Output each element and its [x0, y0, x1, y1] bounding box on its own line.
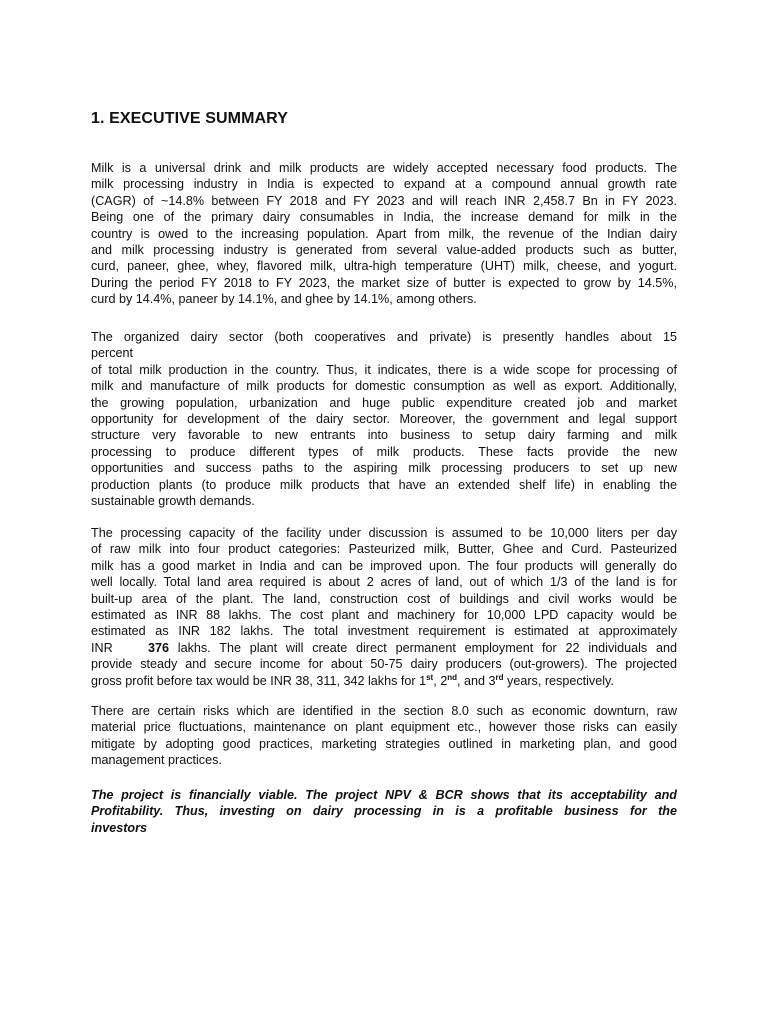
text-line: The project is financially viable. The project NPV & BCR shows that its acceptability and	[91, 788, 677, 802]
text-line: Milk is a universal drink and milk products are widely accepted necessary food products. The	[91, 161, 677, 175]
ordinal-sup: st	[426, 672, 434, 682]
text-line: curd, paneer, ghee, whey, flavored milk, ultra-high temperature (UHT) milk, cheese, and yogurt.	[91, 259, 677, 274]
investment-rest: lakhs. The plant will create direct permanent employment for 22 individuals and	[168, 640, 677, 655]
paragraph-processing-capacity	[91, 525, 677, 689]
text-line: processing to produce different types of milk products. These facts provide the new	[91, 444, 677, 459]
paragraph-organized-sector	[91, 329, 677, 509]
paragraph-conclusion	[91, 787, 677, 836]
profit-text-4: years, respectively.	[503, 673, 614, 688]
text-line: investors	[91, 820, 147, 835]
text-line-investment	[91, 640, 677, 656]
text-line: and milk processing industry is generated from several value-added products such as butter,	[91, 243, 677, 258]
text-line: milk processing industry in India is expected to expand at a compound annual growth rate	[91, 177, 677, 192]
inr-prefix: INR	[91, 640, 113, 655]
text-line: Profitability. Thus, investing on dairy processing in is a profitable business for the	[91, 804, 677, 819]
text-line: curd by 14.4%, paneer by 14.1%, and ghee by 14.1%, among others.	[91, 292, 477, 307]
text-line: opportunity for development of the dairy sector. Moreover, the government and legal support	[91, 412, 677, 427]
paragraph-risks	[91, 703, 677, 769]
text-line: mitigate by adopting good practices, marketing strategies outlined in marketing plan, and good	[91, 736, 677, 751]
text-line: milk has a good market in India and can be improved upon. The four products will generally do	[91, 558, 677, 573]
text-line: material price fluctuations, maintenance on plant equipment etc., however those risks can easily	[91, 720, 677, 735]
text-line: estimated as INR 88 lakhs. The cost plant and machinery for 10,000 LPD capacity would be	[91, 608, 677, 623]
text-line: opportunities and success paths to the aspiring milk processing producers to set up new	[91, 461, 677, 476]
text-line: production plants (to produce milk products that have an extended shelf life) in enabling the	[91, 477, 677, 492]
ordinal-sup: nd	[447, 672, 458, 682]
text-line: provide steady and secure income for about 50-75 dairy producers (out-growers). The projected	[91, 657, 677, 672]
text-line: structure very favorable to new entrants into business to setup dairy farming and milk	[91, 428, 677, 443]
text-line: milk and manufacture of milk products for domestic consumption as well as export. Additionally,	[91, 379, 677, 394]
text-line: sustainable growth demands.	[91, 494, 255, 509]
profit-text-2: , 2	[433, 673, 448, 688]
text-line: management practices.	[91, 753, 222, 768]
ordinal-sup: rd	[495, 672, 504, 682]
text-line: well locally. Total land area required is about 2 acres of land, out of which 1/3 of the land is for	[91, 575, 677, 590]
profit-text-1: gross profit before tax would be INR 38, 311, 342 lakhs for 1	[91, 673, 427, 688]
text-line: There are certain risks which are identified in the section 8.0 such as economic downturn, raw	[91, 704, 677, 718]
text-line: The processing capacity of the facility under discussion is assumed to be 10,000 liters per day	[91, 526, 677, 540]
text-line: of raw milk into four product categories: Pasteurized milk, Butter, Ghee and Curd. Pasteurized	[91, 542, 677, 557]
text-line: of total milk production in the country. Thus, it indicates, there is a wide scope for processing of	[91, 362, 677, 377]
text-line: (CAGR) of ~14.8% between FY 2018 and FY 2023 and will reach INR 2,458.7 Bn in FY 2023.	[91, 193, 677, 208]
text-line: built-up area of the plant. The land, construction cost of buildings and civil works would be	[91, 591, 677, 606]
text-line: Being one of the primary dairy consumables in India, the increase demand for milk in the	[91, 210, 677, 225]
text-line: During the period FY 2018 to FY 2023, the market size of butter is expected to grow by 14.5%,	[91, 275, 677, 290]
text-line: the growing population, urbanization and huge public expenditure created job and market	[91, 395, 677, 410]
section-heading: 1. EXECUTIVE SUMMARY	[91, 110, 288, 127]
text-line: country is owed to the increasing population. Apart from milk, the revenue of the Indian dairy	[91, 226, 677, 241]
text-line: The organized dairy sector (both cooperatives and private) is presently handles about 15	[91, 330, 677, 344]
investment-amount: 376	[147, 640, 169, 655]
text-line-profit	[91, 673, 677, 689]
paragraph-intro	[91, 160, 677, 308]
profit-text-3: , and 3	[457, 673, 496, 688]
text-line: percent	[91, 346, 134, 361]
text-line: estimated as INR 182 lakhs. The total investment requirement is estimated at approximately	[91, 624, 677, 639]
